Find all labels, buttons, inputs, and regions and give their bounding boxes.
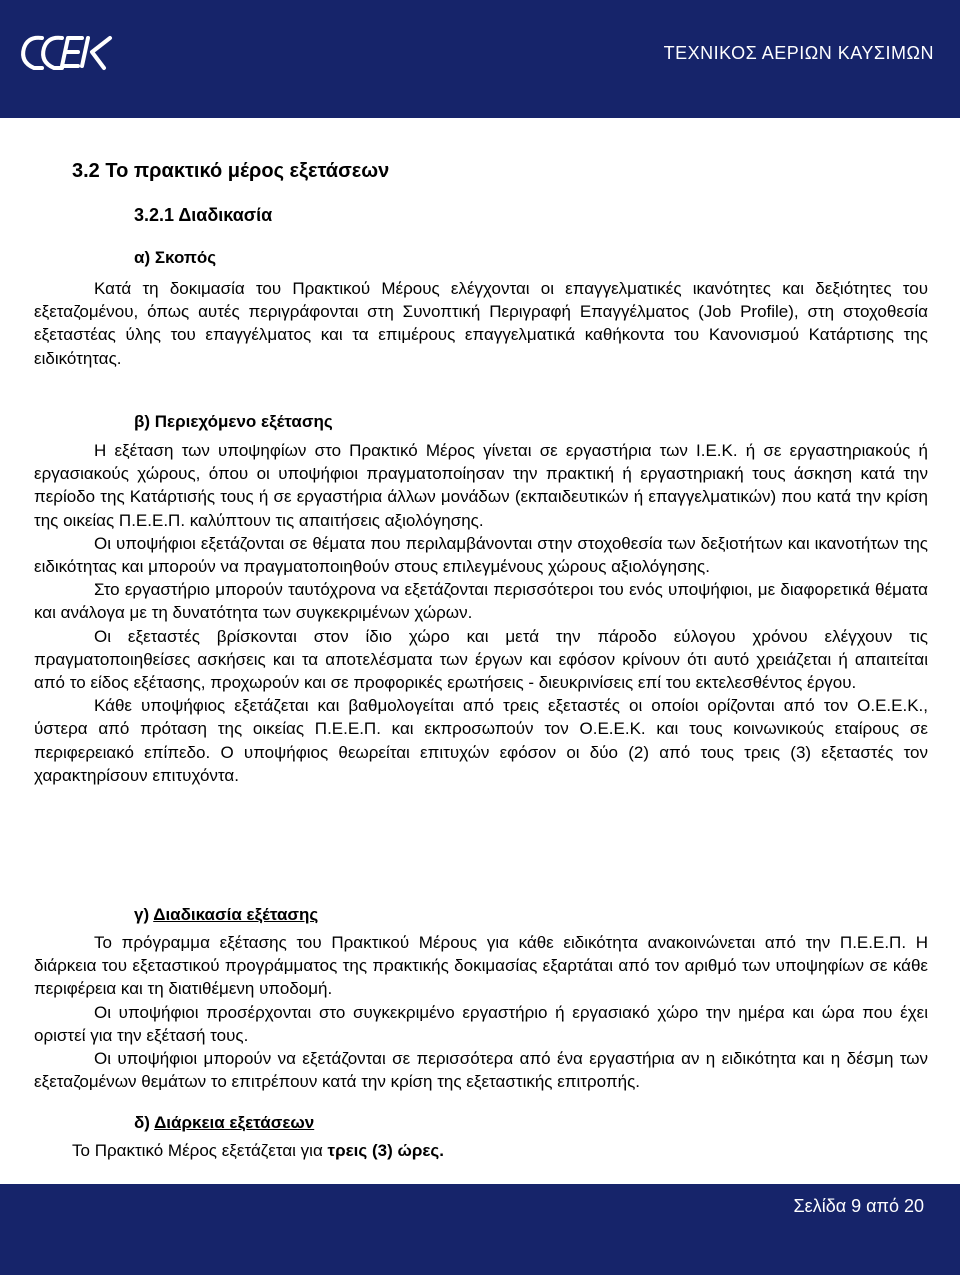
purpose-text	[34, 277, 928, 370]
content-paragraph-4: Οι εξεταστές βρίσκονται στον ίδιο χώρο και μετά την πάροδο εύλογου χρόνου ελέγχουν τις πραγματοποιηθείσες ασκήσεις και τα αποτελέσματα των έργων και εφόσον κρίνουν ότι αυτό χρειάζεται ή απαιτείται από το είδος εξέτασης, προχωρούν και σε προφορικές ερωτήσεις - διευκρινίσεις επί του εκτελεσθέντος έργου.	[34, 626, 928, 693]
heading-procedure-label: Διαδικασία εξέτασης	[153, 905, 319, 924]
section-title: 3.2 Το πρακτικό μέρος εξετάσεων	[72, 160, 390, 182]
procedure-paragraph-2: Οι υποψήφιοι προσέρχονται στο συγκεκριμένο εργαστήριο ή εργασιακό χώρο την ημέρα και ώρα που έχει οριστεί για την εξέτασή τους.	[34, 1002, 928, 1045]
subsection-title: 3.2.1 Διαδικασία	[134, 205, 273, 225]
procedure-paragraph-3: Οι υποψήφιοι μπορούν να εξετάζονται σε περισσότερα από ένα εργαστήρια αν η ειδικότητα και η δέσμη των εξεταζομένων θεμάτων το επιτρέπουν κατά την κρίση της εξεταστικής επιτροπής.	[34, 1049, 928, 1092]
heading-content: β) Περιεχόμενο εξέτασης	[134, 412, 333, 431]
procedure-paragraph-1: Το πρόγραμμα εξέτασης του Πρακτικού Μέρους για κάθε ειδικότητα ανακοινώνεται από την Π.Ε.Ε.Π. Η διάρκεια του εξεταστικού προγράμματος της πρακτικής δοκιμασίας εξαρτάται από τον αριθμό των υποψηφίων σε κάθε περιφέρεια και τη διατιθέμενη υποδομή.	[34, 933, 928, 999]
purpose-paragraph: Κατά τη δοκιμασία του Πρακτικού Μέρους ελέγχονται οι επαγγελματικές ικανότητες και δεξιότητες του εξεταζομένου, όπως αυτές περιγράφονται στη Συνοπτική Περιγραφή Επαγγέλματος (Job Profile), στη στοχοθεσία εξεταστέας ύλης του επαγγέλματος και τα επιμέρους επαγγελματικά καθήκοντα του Κανονισμού Κατάρτισης της ειδικότητας.	[34, 279, 928, 368]
content-paragraph-5: Κάθε υποψήφιος εξετάζεται και βαθμολογείται από τρεις εξεταστές οι οποίοι ορίζονται από τον Ο.Ε.Ε.Κ., ύστερα από πρόταση της οικείας Π.Ε.Ε.Π. και εκπροσωπούν τον Ο.Ε.Ε.Κ. και τους κοινωνικούς εταίρους σε περιφερειακό επίπεδο. Ο υποψήφιος θεωρείται επιτυχών εφόσον οι δύο (2) από τους τρεις (3) εξεταστές τον χαρακτηρίσουν επιτυχόντα.	[34, 696, 928, 785]
heading-duration	[134, 1113, 314, 1133]
procedure-text	[34, 931, 928, 1093]
heading-purpose: α) Σκοπός	[134, 248, 217, 267]
duration-text-prefix: Το Πρακτικό Μέρος εξετάζεται για	[72, 1141, 328, 1160]
heading-duration-prefix: δ)	[134, 1113, 155, 1132]
svg-text:CEEK: CEEK	[16, 30, 19, 31]
header-title: ΤΕΧΝΙΚΟΣ ΑΕΡΙΩΝ ΚΑΥΣΙΜΩΝ	[663, 43, 934, 63]
content-paragraph-2: Οι υποψήφιοι εξετάζονται σε θέματα που περιλαμβάνονται στην στοχοθεσία των δεξιοτήτων και ικανοτήτων της ειδικότητας και μπορούν να πραγματοποιηθούν στους επιλεγμένους χώρους αξιολόγησης.	[34, 533, 928, 577]
heading-procedure-prefix: γ)	[134, 905, 154, 924]
content-paragraph-3: Στο εργαστήριο μπορούν ταυτόχρονα να εξετάζονται περισσότεροι του ενός υποψήφιοι, με διαφορετικά θέματα και ανάλογα με τη δυνατότητα των συγκεκριμένων χώρων.	[34, 580, 928, 623]
heading-procedure	[134, 905, 318, 925]
heading-duration-label: Διάρκεια εξετάσεων	[154, 1113, 315, 1132]
header-bar	[0, 0, 960, 118]
duration-text	[72, 1139, 928, 1162]
page-number: Σελίδα 9 από 20	[793, 1196, 924, 1216]
content-paragraph-1: Η εξέταση των υποψηφίων στο Πρακτικό Μέρος γίνεται σε εργαστήρια των Ι.Ε.Κ. ή σε εργαστηριακούς ή εργασιακούς χώρους, όπου οι υποψήφιοι πραγματοποίησαν την πρακτική ή εργαστηριακή τους άσκηση κατά την περίοδο της Κατάρτισής τους ή σε εργαστήρια άλλων μονάδων (εκπαιδευτικών ή επαγγελματικών) που κατά την κρίση της οικείας Π.Ε.Ε.Π. καλύπτουν τις απαιτήσεις αξιολόγησης.	[34, 441, 928, 530]
ceek-logo	[16, 30, 118, 76]
duration-value: τρεις (3) ώρες.	[327, 1141, 444, 1160]
content-text	[34, 439, 928, 787]
